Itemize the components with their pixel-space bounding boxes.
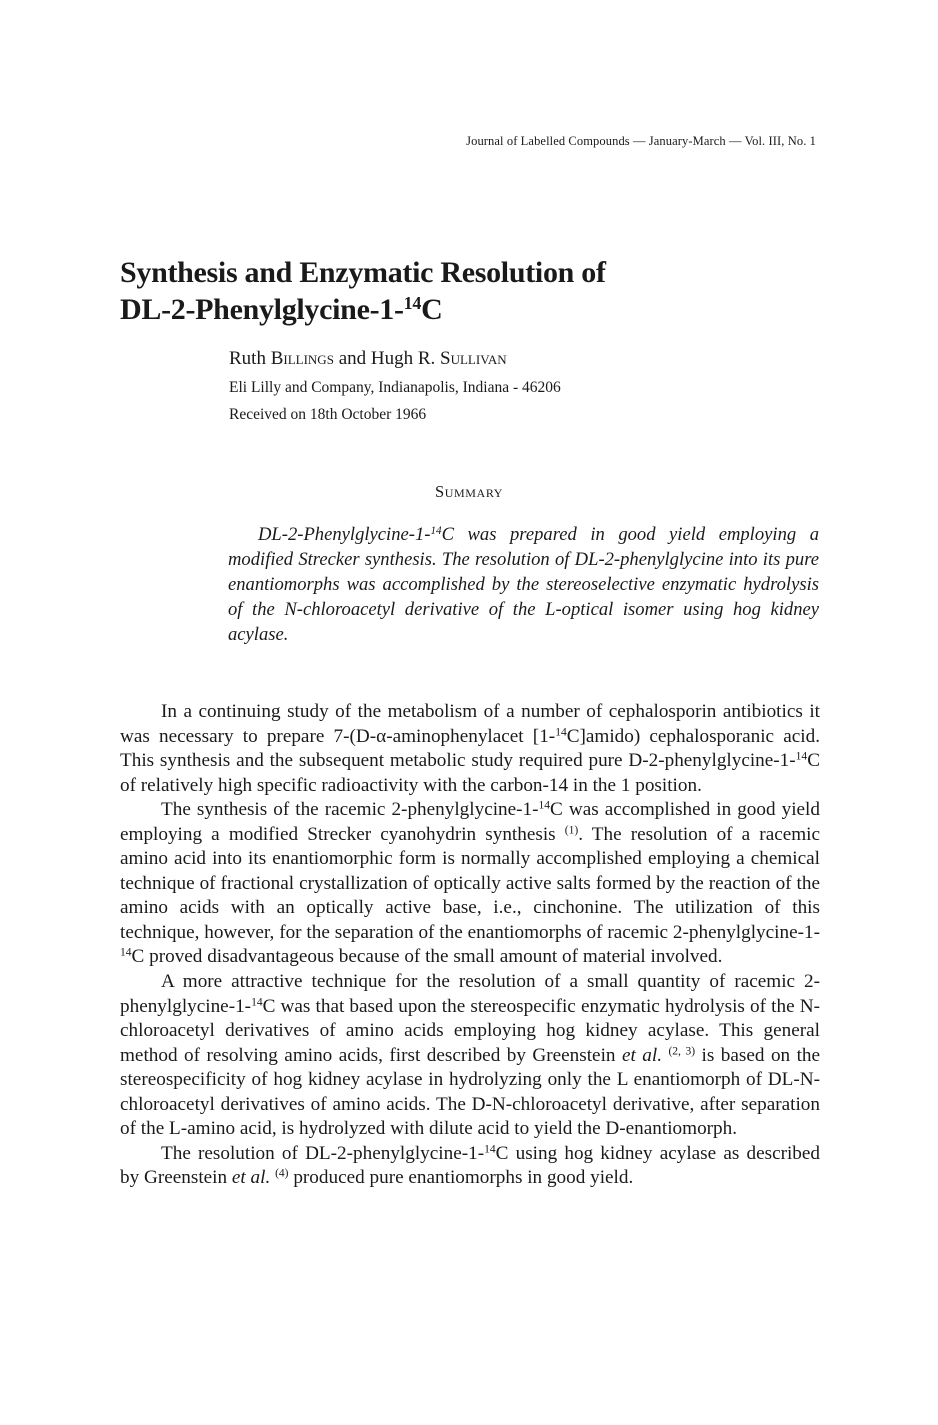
author1-first-name: Ruth: [229, 348, 266, 369]
p1-text-a: In a continuing study of the metabolism of a number of cephalosporin antibiotics it was necessary to prepare 7-(D-α-aminophenylacet [1-: [120, 701, 820, 747]
p3-text-c: is based on the stereospecificity of hog kidney acylase in hydrolyzing only the L enantiomorph of DL-N-chloroacetyl derivatives of amino acids. The D-N-chloroacetyl derivative, after separation of the L-amino acid, is hydrolyzed with dilute acid to yield the D-enantiomorph.: [120, 1044, 821, 1140]
paragraph-4: [120, 1142, 820, 1191]
citation-ref-2-3: (2, 3): [668, 1045, 696, 1058]
author2-first-name: Hugh R.: [370, 348, 436, 369]
p1-isotope-superscript-2: 14: [795, 750, 808, 763]
p3-text-b: C was that based upon the stereospecific enzymatic hydrolysis of the N-chloroacetyl derivatives of amino acids employing hog kidney acylase. This general method of resolving amino acids, first described by Greenstein: [120, 995, 820, 1066]
p2-isotope-superscript: 14: [538, 799, 551, 812]
paragraph-2: [120, 798, 820, 970]
title-line-1: Synthesis and Enzymatic Resolution of: [120, 256, 606, 289]
p1-text-c: C of relatively high specific radioactivity with the carbon-14 in the 1 position.: [120, 750, 820, 796]
article-title: [120, 254, 606, 328]
body-text: [120, 700, 820, 1191]
p2-text-b: C was accomplished in good yield employing a modified Strecker cyanohydrin synthesis: [120, 799, 820, 845]
p2-text-d: C proved disadvantageous because of the small amount of material involved.: [131, 946, 723, 968]
citation-ref-4: (4): [275, 1168, 289, 1181]
citation-ref-1: (1): [564, 824, 579, 837]
paragraph-1: [120, 700, 820, 798]
p4-text-b: C using hog kidney acylase as described by Greenstein: [120, 1142, 821, 1189]
author2-last-name: Sullivan: [440, 348, 507, 369]
paragraph-3: [120, 970, 820, 1142]
p3-isotope-superscript: 14: [251, 996, 263, 1009]
p1-text-b: C]amido) cephalosporanic acid. This synthesis and the subsequent metabolic study required pure D-2-phenylglycine-1-: [120, 725, 820, 772]
p3-text-a: A more attractive technique for the resolution of a small quantity of racemic 2-phenylglycine-1-: [120, 971, 820, 1017]
abstract-text: C was prepared in good yield employing a modified Strecker synthesis. The resolution of DL-2-phenylglycine into its pure enantiomorphs was accomplished by the stereoselective enzymatic hydrolysis of the N-chloroacetyl derivative of the L-optical isomer using hog kidney acylase.: [228, 524, 819, 645]
title-element: C: [421, 293, 443, 326]
p2-isotope-superscript-2: 14: [120, 947, 132, 960]
p4-isotope-superscript: 14: [484, 1143, 496, 1156]
title-compound: DL-2-Phenylglycine-1-: [120, 293, 404, 326]
running-header: Journal of Labelled Compounds — January-March — Vol. III, No. 1: [466, 134, 816, 148]
p4-text-a: The resolution of DL-2-phenylglycine-1-: [161, 1142, 485, 1164]
title-isotope-superscript: 14: [403, 293, 422, 314]
abstract: [228, 522, 819, 647]
summary-heading: Summary: [434, 482, 504, 501]
p2-text-a: The synthesis of the racemic 2-phenylglycine-1-: [161, 799, 539, 821]
p4-text-c: produced pure enantiomorphs in good yield.: [293, 1167, 634, 1189]
p3-et-al: et al.: [621, 1044, 662, 1066]
affiliation: Eli Lilly and Company, Indianapolis, Indiana - 46206: [229, 379, 561, 396]
author-conjunction: and: [338, 348, 367, 369]
abstract-isotope-superscript: 14: [430, 524, 442, 537]
p1-isotope-superscript: 14: [555, 726, 567, 739]
p2-text-c: . The resolution of a racemic amino acid into its enantiomorphic form is normally accomplished employing a chemical technique of fractional crystallization of optically active salts formed by the reaction of the amino acids with an optically active base, i.e., cinchonine. The utilization of this technique, however, for the separation of the enantiomorphs of racemic 2-phenylglycine-1-: [120, 823, 821, 943]
author-line: [229, 347, 507, 371]
abstract-compound: DL-2-Phenylglycine-1-: [258, 524, 431, 545]
p4-et-al: et al.: [231, 1167, 271, 1189]
received-date: Received on 18th October 1966: [229, 406, 427, 423]
author1-last-name: Billings: [270, 348, 334, 369]
title-line-2: [120, 291, 606, 328]
